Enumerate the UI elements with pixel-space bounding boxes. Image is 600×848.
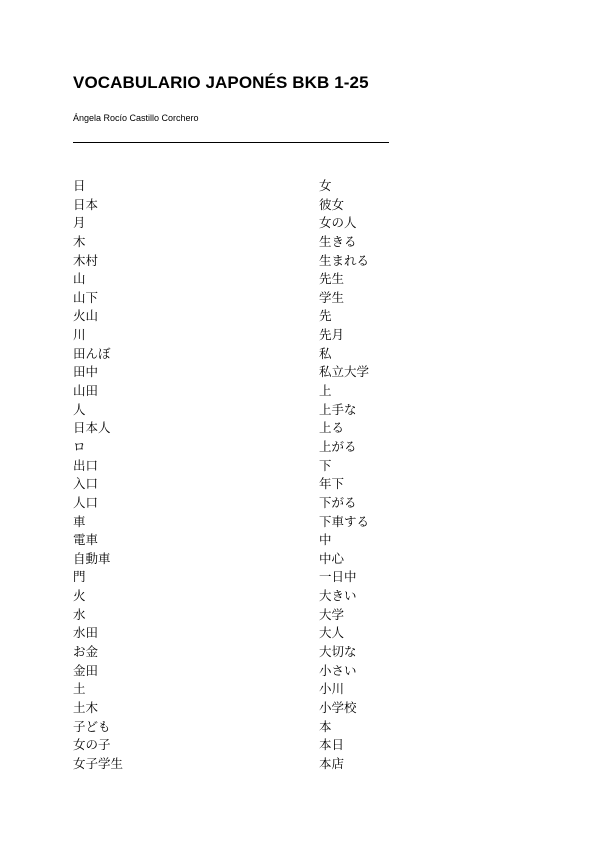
vocabulary-item: 大切な [319, 644, 357, 660]
vocabulary-item: 出口 [73, 457, 99, 473]
vocabulary-item: 中心 [319, 550, 345, 566]
vocabulary-item: 山田 [73, 383, 99, 399]
vocabulary-item: 生きる [319, 233, 357, 249]
vocabulary-item: 日 [73, 178, 86, 193]
vocabulary-item: 人 [73, 401, 86, 417]
vocabulary-item: 先生 [319, 271, 345, 287]
vocabulary-item: 山 [73, 271, 86, 287]
vocabulary-item: 日本人 [73, 420, 111, 436]
vocabulary-item: 火山 [73, 308, 99, 324]
vocabulary-item: 年下 [319, 476, 345, 492]
vocabulary-item: 先 [319, 308, 332, 324]
vocabulary-item: 上がる [319, 438, 357, 454]
vocabulary-item: 本店 [319, 755, 345, 771]
vocabulary-item: 自動車 [73, 550, 111, 566]
vocabulary-item: 本 [319, 718, 332, 734]
vocabulary-item: 生まれる [319, 252, 370, 268]
vocabulary-item: 大きい [319, 588, 357, 604]
vocabulary-item: 月 [73, 215, 86, 231]
vocabulary-item: 私 [319, 345, 332, 361]
vocabulary-item: 入口 [73, 476, 99, 492]
vocabulary-item: 学生 [319, 289, 345, 305]
vocabulary-item: 上 [319, 383, 332, 399]
vocabulary-item: 火 [73, 588, 86, 604]
vocabulary-item: 川 [73, 327, 86, 343]
vocabulary-item: 小学校 [319, 699, 357, 715]
vocabulary-item: 木 [73, 233, 86, 249]
document-title: VOCABULARIO JAPONÉS BKB 1-25 [73, 73, 369, 92]
vocabulary-item: 人口 [73, 494, 99, 510]
vocabulary-item: 日本 [73, 196, 99, 212]
vocabulary-item: 土 [73, 681, 86, 697]
vocabulary-item: 女 [319, 178, 332, 193]
vocabulary-item: 下 [319, 457, 332, 473]
vocabulary-item: 木村 [73, 252, 99, 268]
vocabulary-item: 電車 [73, 532, 99, 548]
vocabulary-item: 本日 [319, 737, 345, 753]
vocabulary-item: 金田 [73, 662, 99, 678]
divider-line [73, 142, 389, 143]
vocabulary-column-left [73, 177, 123, 774]
vocabulary-item: 女子学生 [73, 755, 124, 771]
vocabulary-item: 上手な [319, 401, 357, 417]
vocabulary-item: 大学 [319, 606, 345, 622]
vocabulary-item: 中 [319, 532, 332, 548]
vocabulary-item: お金 [73, 644, 99, 660]
vocabulary-item: 女の子 [73, 737, 111, 753]
vocabulary-item: ロ [73, 438, 86, 454]
vocabulary-item: 山下 [73, 289, 99, 305]
vocabulary-item: 下がる [319, 494, 357, 510]
vocabulary-item: 水田 [73, 625, 99, 641]
vocabulary-item: 上る [319, 420, 345, 436]
vocabulary-item: 土木 [73, 699, 99, 715]
vocabulary-item: 田んぼ [73, 345, 111, 361]
vocabulary-item: 女の人 [319, 215, 357, 231]
vocabulary-column-right [319, 177, 369, 774]
vocabulary-item: 田中 [73, 364, 99, 380]
vocabulary-item: 車 [73, 513, 86, 529]
vocabulary-item: 私立大学 [319, 364, 370, 380]
vocabulary-item: 一日中 [319, 569, 357, 585]
vocabulary-item: 小川 [319, 681, 345, 697]
vocabulary-item: 門 [73, 569, 86, 585]
vocabulary-item: 大人 [319, 625, 345, 641]
vocabulary-item: 下車する [319, 513, 370, 529]
vocabulary-item: 子ども [73, 718, 111, 734]
document-author: Ángela Rocío Castillo Corchero [73, 113, 199, 123]
vocabulary-item: 小さい [319, 662, 357, 678]
vocabulary-item: 彼女 [319, 196, 345, 212]
vocabulary-item: 水 [73, 606, 86, 622]
vocabulary-item: 先月 [319, 327, 345, 343]
